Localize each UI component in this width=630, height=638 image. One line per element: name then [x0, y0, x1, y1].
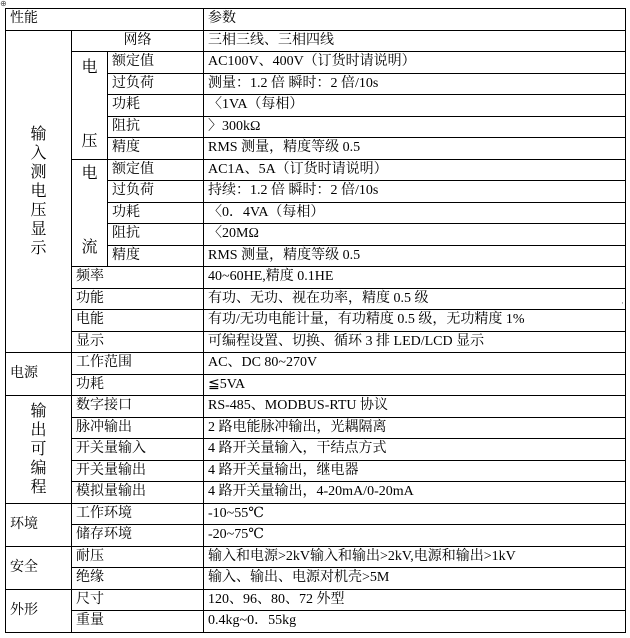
row-value: 〈20MΩ [204, 224, 626, 246]
sub-label-voltage [72, 52, 108, 160]
row-name: 阻抗 [108, 116, 204, 138]
table-row [6, 417, 626, 439]
row-name: 开关量输出 [72, 460, 204, 482]
row-value: AC100V、400V（订货时请说明） [204, 52, 626, 74]
row-value: 输入、输出、电源对机壳>5M [204, 568, 626, 590]
row-name: 功耗 [108, 95, 204, 117]
row-value: 有功/无功电能计量，有功精度 0.5 级，无功精度 1% [204, 310, 626, 332]
table-row [6, 546, 626, 568]
header-row [6, 9, 626, 31]
row-value: 输入和电源>2kV输入和输出>2kV,电源和输出>1kV [204, 546, 626, 568]
row-value: 〈1VA（每相） [204, 95, 626, 117]
row-value: AC1A、5A（订货时请说明） [204, 159, 626, 181]
group-label-appearance: 外形 [6, 589, 72, 632]
row-name: 额定值 [108, 52, 204, 74]
group-label-input [6, 30, 72, 353]
row-name: 显示 [72, 331, 204, 353]
spec-table [5, 8, 626, 633]
row-value: 4 路开关量输入，干结点方式 [204, 439, 626, 461]
table-row [6, 288, 626, 310]
sub-label-voltage-top: 电 [81, 59, 98, 77]
row-name: 功耗 [72, 374, 204, 396]
row-value: 可编程设置、切换、循环 3 排 LED/LCD 显示 [204, 331, 626, 353]
table-row [6, 353, 626, 375]
row-value: AC、DC 80~270V [204, 353, 626, 375]
row-value: 三相三线、三相四线 [204, 30, 626, 52]
row-name: 网络 [72, 30, 204, 52]
table-row [6, 482, 626, 504]
group-label-environment: 环境 [6, 503, 72, 546]
row-name: 额定值 [108, 159, 204, 181]
row-name: 绝缘 [72, 568, 204, 590]
row-value: -10~55℃ [204, 503, 626, 525]
row-value: 〈0．4VA（每相） [204, 202, 626, 224]
sub-label-current-top: 电 [81, 164, 98, 182]
row-name: 精度 [108, 138, 204, 160]
table-row [6, 396, 626, 418]
sub-label-voltage-bottom: 压 [81, 133, 98, 151]
sub-label-current-bottom: 流 [81, 238, 98, 256]
row-name: 重量 [72, 611, 204, 633]
row-value: 2 路电能脉冲输出，光耦隔离 [204, 417, 626, 439]
row-value: RMS 测量，精度等级 0.5 [204, 245, 626, 267]
row-end-mark-icon: · [621, 299, 624, 309]
row-value: 0.4kg~0．55kg [204, 611, 626, 633]
table-row [6, 611, 626, 633]
row-name: 电能 [72, 310, 204, 332]
row-name: 储存环境 [72, 525, 204, 547]
table-row [6, 310, 626, 332]
sub-label-current [72, 159, 108, 267]
header-parameters: 参数 [204, 9, 626, 31]
table-row [6, 52, 626, 74]
table-row [6, 460, 626, 482]
group-label-safety: 安全 [6, 546, 72, 589]
group-label-output [6, 396, 72, 504]
group-label-output-text: 输出可编程 [30, 402, 47, 496]
row-value: RMS 测量，精度等级 0.5 [204, 138, 626, 160]
table-row [6, 30, 626, 52]
row-value: RS-485、MODBUS-RTU 协议 [204, 396, 626, 418]
row-value: -20~75℃ [204, 525, 626, 547]
row-name: 频率 [72, 267, 204, 289]
row-name: 阻抗 [108, 224, 204, 246]
row-name: 过负荷 [108, 181, 204, 203]
table-row [6, 568, 626, 590]
table-row [6, 589, 626, 611]
table-move-handle-icon[interactable]: ⊕ [0, 0, 7, 8]
row-name: 脉冲输出 [72, 417, 204, 439]
header-performance: 性能 [6, 9, 204, 31]
group-label-power: 电源 [6, 353, 72, 396]
table-row [6, 503, 626, 525]
row-value: 有功、无功、视在功率，精度 0.5 级 [204, 288, 626, 310]
row-value: 40~60HE,精度 0.1HE [204, 267, 626, 289]
table-row [6, 374, 626, 396]
row-name: 尺寸 [72, 589, 204, 611]
row-name: 工作环境 [72, 503, 204, 525]
row-value: 4 路开关量输出，继电器 [204, 460, 626, 482]
table-row [6, 159, 626, 181]
row-name: 过负荷 [108, 73, 204, 95]
row-name: 耐压 [72, 546, 204, 568]
row-name: 功耗 [108, 202, 204, 224]
row-name: 功能 [72, 288, 204, 310]
row-value: 测量：1.2 倍 瞬时：2 倍/10s [204, 73, 626, 95]
row-name: 数字接口 [72, 396, 204, 418]
row-value: 持续：1.2 倍 瞬时：2 倍/10s [204, 181, 626, 203]
row-value: ≦5VA [204, 374, 626, 396]
table-row [6, 525, 626, 547]
row-value: 〉300kΩ [204, 116, 626, 138]
group-label-input-text: 输入测电压显示 [30, 125, 47, 257]
table-row [6, 439, 626, 461]
row-value: 120、96、80、72 外型 [204, 589, 626, 611]
row-name: 开关量输入 [72, 439, 204, 461]
row-name: 模拟量输出 [72, 482, 204, 504]
row-name: 工作范围 [72, 353, 204, 375]
row-value: 4 路开关量输出，4-20mA/0-20mA [204, 482, 626, 504]
table-row [6, 267, 626, 289]
row-name: 精度 [108, 245, 204, 267]
table-row [6, 331, 626, 353]
